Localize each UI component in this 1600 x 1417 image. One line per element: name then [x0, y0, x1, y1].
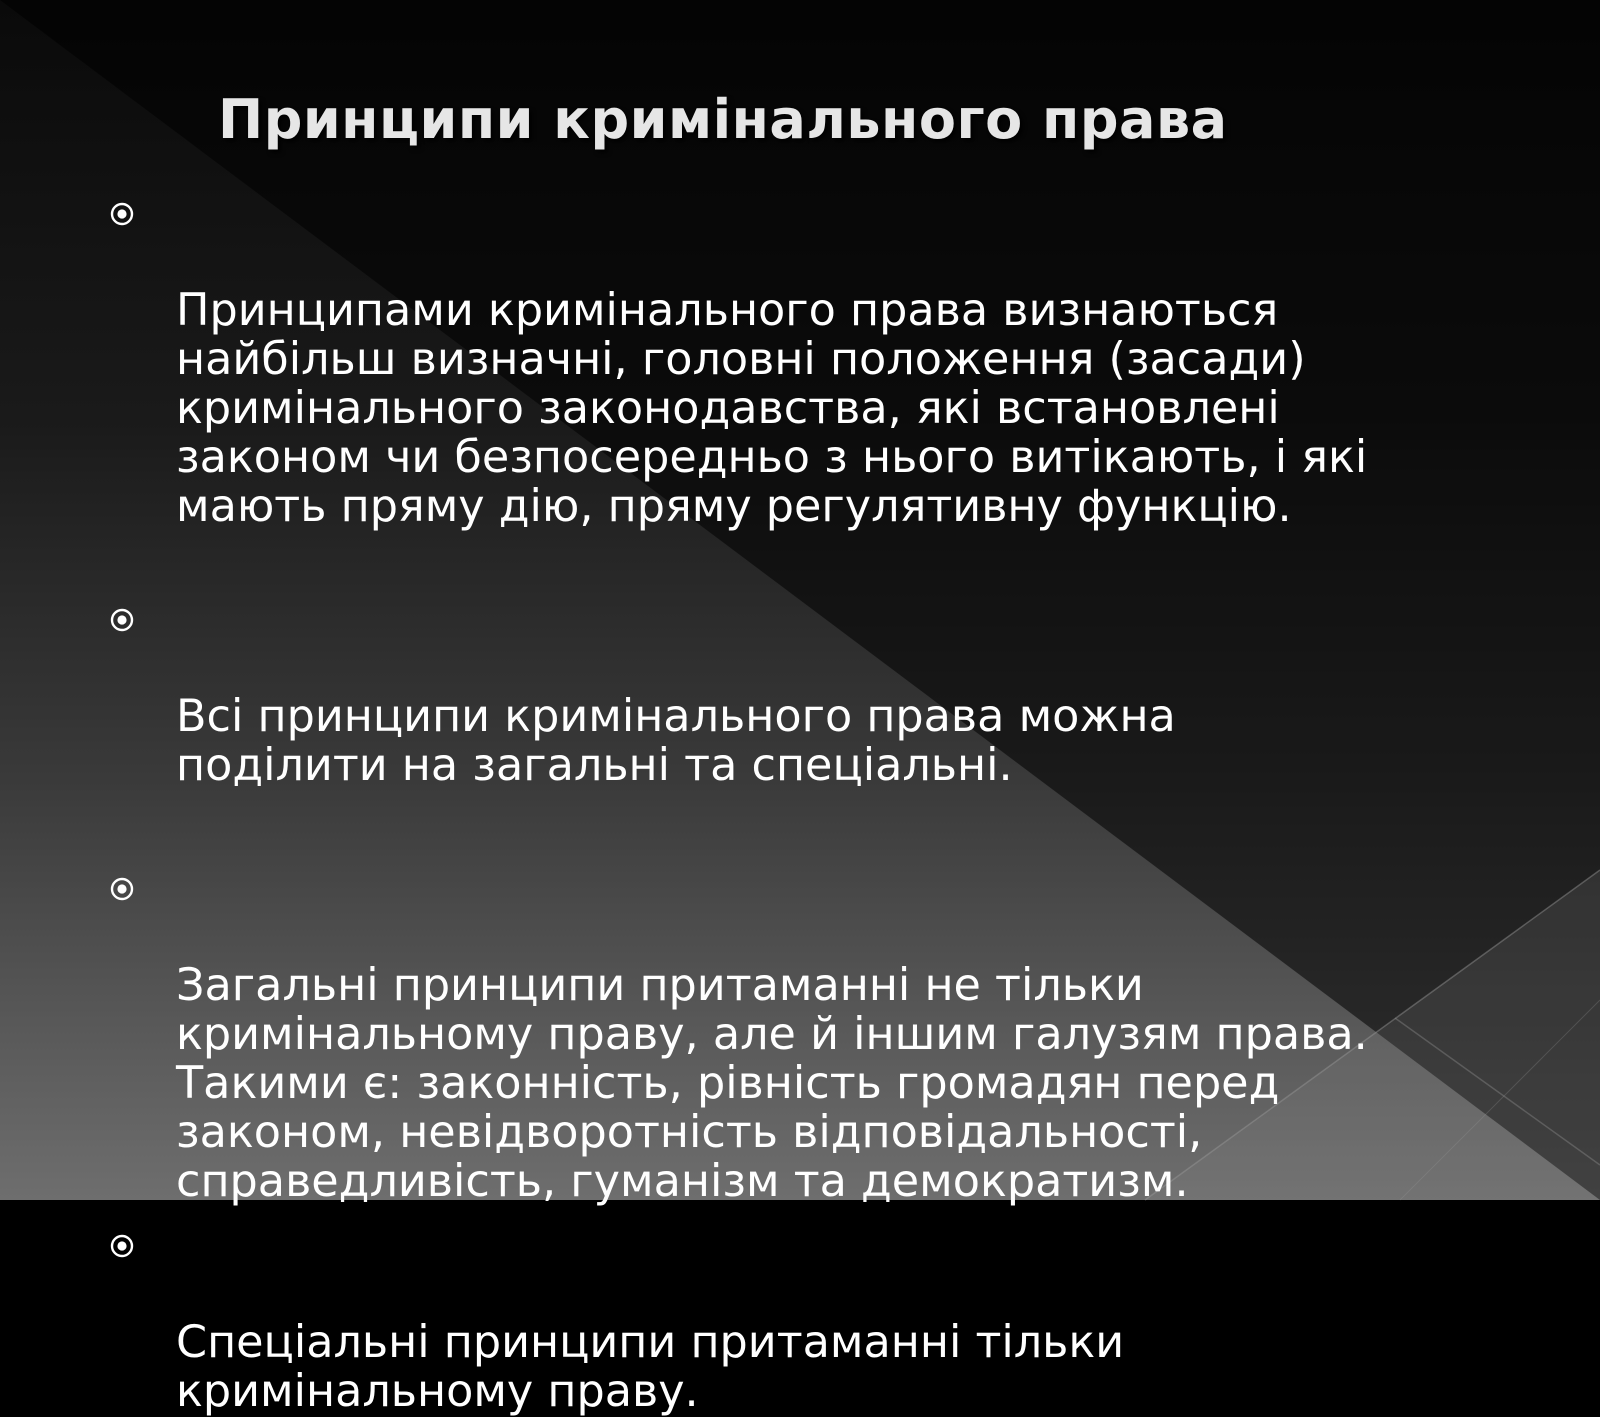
- bullet-item: [110, 863, 1550, 1206]
- circled-dot-icon: [110, 1234, 134, 1258]
- bullet-text: Принципами кримінального права визнаються найбільш визначні, головні положення (засади) кримінального законодавства, які встановлені законом чи безпосередньо з нього витікають, і які мають пряму дію, пряму регулятивну функцію.: [176, 285, 1368, 532]
- bullet-item: [110, 1220, 1550, 1416]
- circled-dot-icon: [110, 877, 134, 901]
- bullet-list: [110, 188, 1550, 1416]
- circled-dot-icon: [110, 202, 134, 226]
- bullet-text: Всі принципи кримінального права можна поділити на загальні та спеціальні.: [176, 691, 1176, 791]
- slide-title: Принципи кримінального права: [218, 88, 1228, 151]
- bullet-text: Спеціальні принципи притаманні тільки кримінальному праву.: [176, 1317, 1125, 1417]
- bullet-item: [110, 594, 1550, 790]
- bullet-text: Загальні принципи притаманні не тільки кримінальному праву, але й іншим галузям права. Такими є: законність, рівність громадян перед законом, невідворотність відповідальності, справедливість, гуманізм та демократизм.: [176, 960, 1368, 1207]
- bullet-item: [110, 188, 1550, 531]
- circled-dot-icon: [110, 608, 134, 632]
